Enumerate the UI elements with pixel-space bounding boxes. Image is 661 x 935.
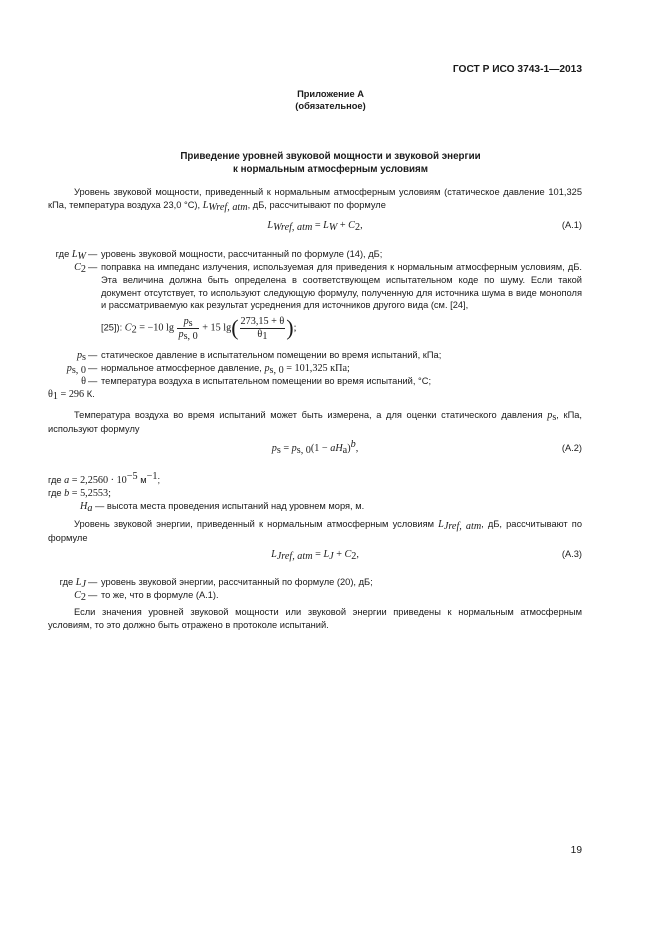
eq3-term2: C	[344, 549, 352, 560]
frac1-num: p	[183, 315, 189, 327]
formula-c2-eq: = −10 lg	[136, 322, 177, 334]
equation-number-a1: (A.1)	[561, 220, 582, 230]
definition-lj-key	[48, 576, 86, 590]
def-lw-sym: L	[71, 249, 78, 260]
def-theta1-sym: θ	[48, 389, 53, 400]
def-theta1-unit: К.	[84, 389, 95, 399]
def-a-prefix: где	[48, 475, 65, 485]
formula-c2	[101, 313, 582, 343]
document-code: ГОСТ Р ИСО 3743-1—2013	[452, 64, 582, 75]
right-paren-icon: )	[286, 315, 294, 341]
formula-c2-lhs: C	[124, 322, 132, 334]
def-a-val: = 2,2560 · 10	[69, 475, 127, 486]
section-title-line2: к нормальным атмосферным условиям	[233, 164, 428, 176]
p2-tail: , кПа, используют формулу	[48, 410, 583, 435]
def-theta1-sub: 1	[52, 391, 58, 402]
p2-sym: p	[547, 410, 553, 421]
fraction-temperature-denominator	[240, 329, 286, 341]
annex-heading	[0, 88, 661, 113]
def-lw-text: уровень звуковой мощности, рассчитанный по формуле (14), дБ;	[101, 249, 383, 259]
p2-sym-sub: s	[552, 412, 557, 423]
fraction-pressure	[177, 316, 198, 341]
eq2-term2: aH	[330, 443, 343, 454]
def-ps0-dash: —	[88, 363, 98, 373]
eq1-lhs-sub: Wref, atm	[273, 222, 313, 233]
eq2-equals: =	[280, 443, 292, 454]
left-paren-icon: (	[231, 315, 239, 341]
symbol-lwref-sub: Wref, atm	[208, 201, 248, 213]
fraction-temperature	[240, 316, 286, 341]
p3-sym: L	[438, 519, 444, 530]
section-title	[0, 150, 661, 177]
fraction-pressure-numerator	[177, 316, 198, 329]
def-lw-sub: W	[77, 251, 86, 262]
frac1-den: p	[178, 329, 184, 340]
def-lw-dash: —	[88, 249, 98, 259]
definition-c2-repeat	[48, 589, 582, 603]
def-b-sym: b	[64, 488, 70, 499]
frac2-den: θ	[257, 329, 263, 340]
def-ps-sym: p	[76, 350, 83, 361]
frac2-den-sub: 1	[262, 331, 268, 342]
definition-theta1	[48, 388, 95, 402]
def-c2-text: поправка на импеданс излучения, используемая для приведения к нормальным атмосферным условиям, дБ. Эта величина должна быть определена в соответствующем испытательном коде по шуму. Если такой документ отсутствует, то используют следующую формулу, полученную для источника шума в виде монополя и рассматриваемую как результат усреднения для источников другого вида (см. [24],	[101, 262, 582, 311]
paragraph-energy	[48, 518, 582, 545]
def-c2-sub: 2	[80, 264, 86, 275]
definition-lw	[48, 248, 582, 262]
equation-a1-formula	[48, 219, 582, 233]
def-a-exp: −5	[126, 471, 138, 482]
eq2-exp: b	[350, 439, 356, 450]
frac2-num: 273,15 + θ	[240, 316, 286, 329]
page-number: 19	[570, 845, 582, 856]
def-a-unit: м	[137, 475, 147, 485]
section-title-line1: Приведение уровней звуковой мощности и звуковой энергии	[180, 151, 481, 162]
def-a-unit-exp: −1	[146, 471, 158, 482]
eq3-lhs-sub: Jref, atm	[276, 551, 313, 562]
eq1-end: ,	[360, 220, 363, 231]
def-ps0-val-sym: p	[264, 363, 270, 374]
def-ps-text: статическое давление в испытательном помещении во время испытаний, кПа;	[101, 350, 442, 360]
eq2-close: )	[347, 443, 351, 454]
paragraph-intro-text: Уровень звуковой мощности, приведенный к нормальным атмосферным условиям (статическое давление 101,325 кПа, температура воздуха 23,0 °С),	[48, 187, 582, 210]
symbol-lwref: L	[202, 199, 209, 211]
definition-c2	[48, 261, 582, 353]
eq1-term1-sub: W	[328, 222, 338, 233]
formula-c2-lhs-sub: 2	[131, 324, 137, 336]
eq2-term1-sub: s, 0	[296, 445, 311, 456]
definition-ha	[80, 500, 364, 514]
eq3-term2-sub: 2	[351, 551, 357, 562]
def-ha-text: — высота места проведения испытаний над уровнем моря, м.	[92, 501, 365, 511]
frac1-num-sub: s	[188, 317, 193, 329]
def-c2-body	[101, 261, 582, 344]
def-ps0-val-sub: s, 0	[269, 365, 284, 376]
paragraph-intro-tail: , дБ, рассчитывают по формуле	[247, 199, 386, 210]
paragraph-temperature-text: Температура воздуха во время испытаний может быть измерена, а для оценки статического давления	[74, 410, 543, 420]
def-ps-sub: s	[82, 352, 86, 363]
eq2-term1: p	[291, 443, 297, 454]
definition-c2-key	[48, 261, 86, 275]
eq2-open: (1 −	[310, 443, 331, 454]
def-b-val: = 5,2553;	[69, 488, 111, 499]
definition-ps-key	[48, 349, 86, 363]
def-ha-sub: a	[87, 503, 93, 514]
eq1-equals: =	[312, 220, 324, 231]
definition-c2-repeat-key	[48, 589, 86, 603]
eq3-term1: L	[323, 549, 330, 560]
definition-b	[48, 487, 111, 501]
definition-ps0	[48, 362, 582, 376]
eq1-term2: C	[348, 220, 355, 231]
where-word: где	[55, 249, 72, 259]
definition-ps	[48, 349, 582, 363]
eq1-plus: +	[337, 220, 349, 231]
formula-c2-end: ;	[293, 322, 297, 334]
eq2-term2-sub: a	[342, 445, 348, 456]
def-ps0-sub: s, 0	[71, 365, 86, 376]
annex-status: (обязательное)	[295, 101, 366, 112]
def-lj-sub: J	[81, 579, 86, 590]
eq1-lhs: L	[267, 220, 274, 231]
def3-c2-sub: 2	[80, 592, 86, 603]
eq2-end: ,	[355, 443, 359, 454]
def-lj-dash: —	[88, 577, 98, 587]
def-b-prefix: где	[48, 488, 65, 498]
annex-title: Приложение А	[297, 89, 364, 99]
equation-number-a2: (A.2)	[561, 443, 582, 453]
def-a-end: ;	[157, 475, 161, 485]
def-a-sym: a	[64, 475, 70, 486]
def3-c2-dash: —	[88, 590, 98, 600]
def-ps0-sym: p	[66, 363, 72, 374]
definition-lj	[48, 576, 582, 590]
def-theta-sym: θ	[81, 376, 86, 387]
eq2-lhs-sub: s	[276, 445, 281, 456]
def3-c2-sym: C	[74, 590, 81, 601]
paragraph-energy-text: Уровень звуковой энергии, приведенный к нормальным атмосферным условиям	[74, 519, 435, 529]
paragraph-intro	[48, 186, 582, 213]
def-c2-dash: —	[88, 262, 98, 272]
definition-theta	[48, 375, 582, 389]
equation-a2-formula	[48, 439, 582, 456]
p3-tail: , дБ, рассчитывают по формуле	[48, 519, 582, 544]
def-ps-dash: —	[88, 350, 98, 360]
equation-a3-formula	[48, 548, 582, 562]
paragraph-report: Если значения уровней звуковой мощности или звуковой энергии приведены к нормальным атмосферным условиям, то это должно быть отражено в протоколе испытаний.	[48, 607, 582, 630]
def-theta-text: температура воздуха в испытательном помещении во время испытаний, °С;	[101, 376, 432, 386]
eq2-lhs: p	[271, 443, 277, 454]
eq3-lhs: L	[271, 549, 277, 560]
formula-c2-prefix: [25]):	[101, 322, 125, 333]
def3-c2-text: то же, что в формуле (А.1).	[101, 590, 219, 600]
definition-a	[48, 471, 161, 488]
paragraph-temperature	[48, 409, 582, 436]
definition-lw-key	[48, 248, 86, 262]
def-ha-sym: H	[80, 501, 88, 512]
def-ps0-body	[101, 362, 582, 376]
eq3-term1-sub: J	[329, 551, 334, 562]
p3-sym-sub: Jref, atm	[443, 521, 482, 532]
formula-c2-mid: + 15 lg	[199, 322, 232, 334]
definition-ps0-key	[48, 362, 86, 376]
eq1-term1: L	[323, 220, 329, 231]
def-c2-sym: C	[74, 262, 81, 273]
def-ps0-val: = 101,325 кПа;	[283, 363, 350, 374]
def-ps0-text: нормальное атмосферное давление,	[101, 363, 265, 373]
frac1-den-sub: s, 0	[183, 331, 198, 342]
eq1-term2-sub: 2	[354, 222, 361, 233]
def-theta-dash: —	[88, 376, 98, 386]
def-theta1-val: = 296	[57, 389, 85, 400]
eq3-end: ,	[356, 549, 359, 560]
eq3-equals: =	[312, 549, 324, 560]
def-lj-prefix: где	[59, 577, 76, 587]
eq3-plus: +	[333, 549, 345, 560]
def-lj-text: уровень звуковой энергии, рассчитанный по формуле (20), дБ;	[101, 577, 373, 587]
fraction-pressure-denominator	[177, 329, 198, 341]
equation-number-a3: (A.3)	[561, 549, 582, 559]
def-lj-sym: L	[75, 577, 82, 588]
